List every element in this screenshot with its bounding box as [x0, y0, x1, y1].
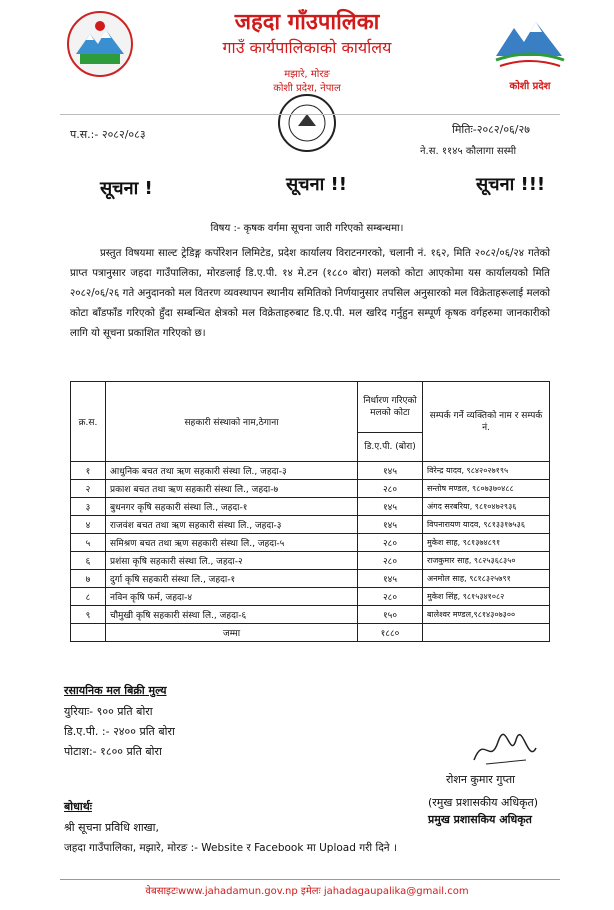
row-sn: ९ [71, 606, 106, 624]
row-sn: ६ [71, 552, 106, 570]
notice-heading-1: सूचना ! [100, 178, 153, 199]
notice-body: प्रस्तुत विषयमा साल्ट ट्रेडिङ्ग कर्पोरेशन लिमिटेड, प्रदेश कार्यालय विराटनगरको, चलानी नं. १६२, मिति २०८२/०६/२४ गतेको प्राप्त पत्रानुसार जहदा गाउँपालिका, मोरङलाई डि.ए.पी. १४ मे.टन (१८८० बोरा) मलको कोटा आएकोमा यस कार्यालयको मिति २०८२/०६/२६ गते अनुदानको मल वितरण व्यवस्थापन स्थानीय समितिको निर्णयानुसार तपसिल अनुसारको मल विक्रेताहरूलाई मलको कोटा बाँडफाँड गरिएको हुँदा सम्बन्धित क्षेत्रको मल विक्रेताहरुबाट डि.ए.पी. मल खरिद गर्नुहुन सम्पूर्ण कृषक वर्गहरुमा जानकारीको लागि यो सूचना प्रकाशित गरिएको छ। [70, 248, 550, 339]
row-sn: २ [71, 480, 106, 498]
row-org: प्रकाश बचत तथा ऋण सहकारी संस्था लि., जहदा-७ [106, 480, 358, 498]
row-quota: १४५ [358, 498, 423, 516]
row-contact: विपनारायण यादव, ९८१३३१७५३६ [423, 516, 550, 534]
table-row [71, 534, 550, 552]
row-sn: ३ [71, 498, 106, 516]
table-row [71, 462, 550, 480]
signatory-role-stamp: प्रमुख प्रशासकिय अधिकृत [428, 813, 532, 826]
row-org: आधुनिक बचत तथा ऋण सहकारी संस्था लि., जहदा-३ [106, 462, 358, 480]
row-org: बुधनगर कृषि सहकारी संस्था लि., जहदा-१ [106, 498, 358, 516]
col-header-sn: क्र.स. [71, 382, 106, 462]
col-header-org: सहकारी संस्थाको नाम,ठेगाना [106, 382, 358, 462]
row-sn: ५ [71, 534, 106, 552]
row-org: प्रशंसा कृषि सहकारी संस्था लि., जहदा-२ [106, 552, 358, 570]
office-stamp [276, 92, 338, 154]
price-potash: पोटाश:- १८०० प्रति बोरा [64, 745, 162, 758]
nepal-sambat-date: ने.स. ११४५ कौलागा सस्मी [420, 146, 517, 157]
info-line-2: जहदा गाउँपालिका, मझारे, मोरङ :- Website र Facebook मा Upload गरी दिने । [64, 842, 397, 854]
issue-date: मितिः-२०८२/०६/२७ [452, 123, 530, 136]
col-header-contact: सम्पर्क गर्ने व्यक्तिको नाम र सम्पर्क नं. [423, 382, 550, 462]
row-org: समिश्रण बचत तथा ऋण सहकारी संस्था लि., जहदा-५ [106, 534, 358, 552]
row-contact: राजकुमार साह, ९८२५३६८३५० [423, 552, 550, 570]
office-name: गाउँ कार्यपालिकाको कार्यालय [222, 38, 392, 57]
row-org: चौमुखी कृषि सहकारी संस्था लि., जहदा-६ [106, 606, 358, 624]
row-quota: १४५ [358, 570, 423, 588]
footer-contact [0, 883, 614, 897]
office-address: मझारे, मोरङ [284, 69, 330, 80]
website-label: वेबसाइटः [145, 886, 179, 897]
row-sn: ४ [71, 516, 106, 534]
row-quota: २८० [358, 588, 423, 606]
total-label: जम्मा [106, 624, 358, 642]
header-divider [60, 114, 560, 115]
province-name: कोशी प्रदेश, नेपाल [273, 83, 341, 94]
email-label: इमेलः [300, 886, 321, 897]
row-org: दुर्गा कृषि सहकारी संस्था लि., जहदा-१ [106, 570, 358, 588]
quota-table [70, 381, 550, 642]
website-link[interactable]: www.jahadamun.gov.np [178, 886, 298, 897]
col-header-quota-unit: डि.ए.पी. (बोरा) [358, 433, 423, 462]
row-org: राजवंश बचत तथा ऋण सहकारी संस्था लि., जहदा-३ [106, 516, 358, 534]
signature-scribble [470, 730, 540, 770]
row-quota: १४५ [358, 516, 423, 534]
table-row [71, 516, 550, 534]
row-quota: २८० [358, 552, 423, 570]
row-org: नविन कृषि फर्म, जहदा-४ [106, 588, 358, 606]
koshi-logo-text: कोशी प्रदेश [509, 81, 551, 92]
table-row [71, 606, 550, 624]
footer-divider [60, 879, 560, 880]
table-header-row [71, 382, 550, 433]
row-quota: २८० [358, 480, 423, 498]
info-line-1: श्री सूचना प्रविधि शाखा, [64, 821, 160, 834]
row-quota: १५० [358, 606, 423, 624]
row-contact: अंगद सरबरिया, ९८१०४७२९३६ [423, 498, 550, 516]
row-contact: अनमोल साह, ९८१८३२५७९१ [423, 570, 550, 588]
table-row [71, 480, 550, 498]
col-header-quota: निर्धारण गरिएको मलको कोटा [358, 382, 423, 433]
price-urea: युरियाः- ९०० प्रति बोरा [64, 705, 153, 718]
row-quota: १४५ [358, 462, 423, 480]
price-dap: डि.ए.पी. :- २४०० प्रति बोरा [64, 725, 175, 738]
row-contact: विरेन्द्र यादव, ९८४२०२७१९५ [423, 462, 550, 480]
row-contact: बालेश्वर मण्डल,९८१४३०७३०० [423, 606, 550, 624]
table-row [71, 552, 550, 570]
price-title: रसायनिक मल बिक्री मुल्य [64, 684, 167, 697]
table-row [71, 588, 550, 606]
row-contact: सन्तोष मण्डल, ९८०७३७०४८८ [423, 480, 550, 498]
row-sn: १ [71, 462, 106, 480]
notice-heading-3: सूचना !!! [476, 174, 546, 195]
letter-number: प.स.:- २०८२/०८३ [70, 128, 146, 141]
table-row [71, 498, 550, 516]
municipality-name: जहदा गाँउपालिका [234, 10, 380, 35]
table-row [71, 570, 550, 588]
row-contact: मुकेश सिंह, ९८१५३४१०८२ [423, 588, 550, 606]
total-value: १८८० [358, 624, 423, 642]
info-title: बोधार्थः [64, 800, 92, 813]
signatory-role: (रमुख प्रशासकीय अधिकृत) [428, 796, 539, 809]
email-link[interactable]: jahadagaupalika@gmail.com [323, 886, 469, 897]
table-total-row [71, 624, 550, 642]
row-sn: ७ [71, 570, 106, 588]
row-quota: २८० [358, 534, 423, 552]
row-sn: ८ [71, 588, 106, 606]
subject-line: विषय :- कृषक वर्गमा सूचना जारी गरिएको सम्बन्धमा। [210, 223, 404, 234]
notice-heading-2: सूचना !! [286, 174, 347, 195]
row-contact: मुकेश साह, ९८१३७४८९१ [423, 534, 550, 552]
signatory-name: रोशन कुमार गुप्ता [446, 773, 515, 786]
